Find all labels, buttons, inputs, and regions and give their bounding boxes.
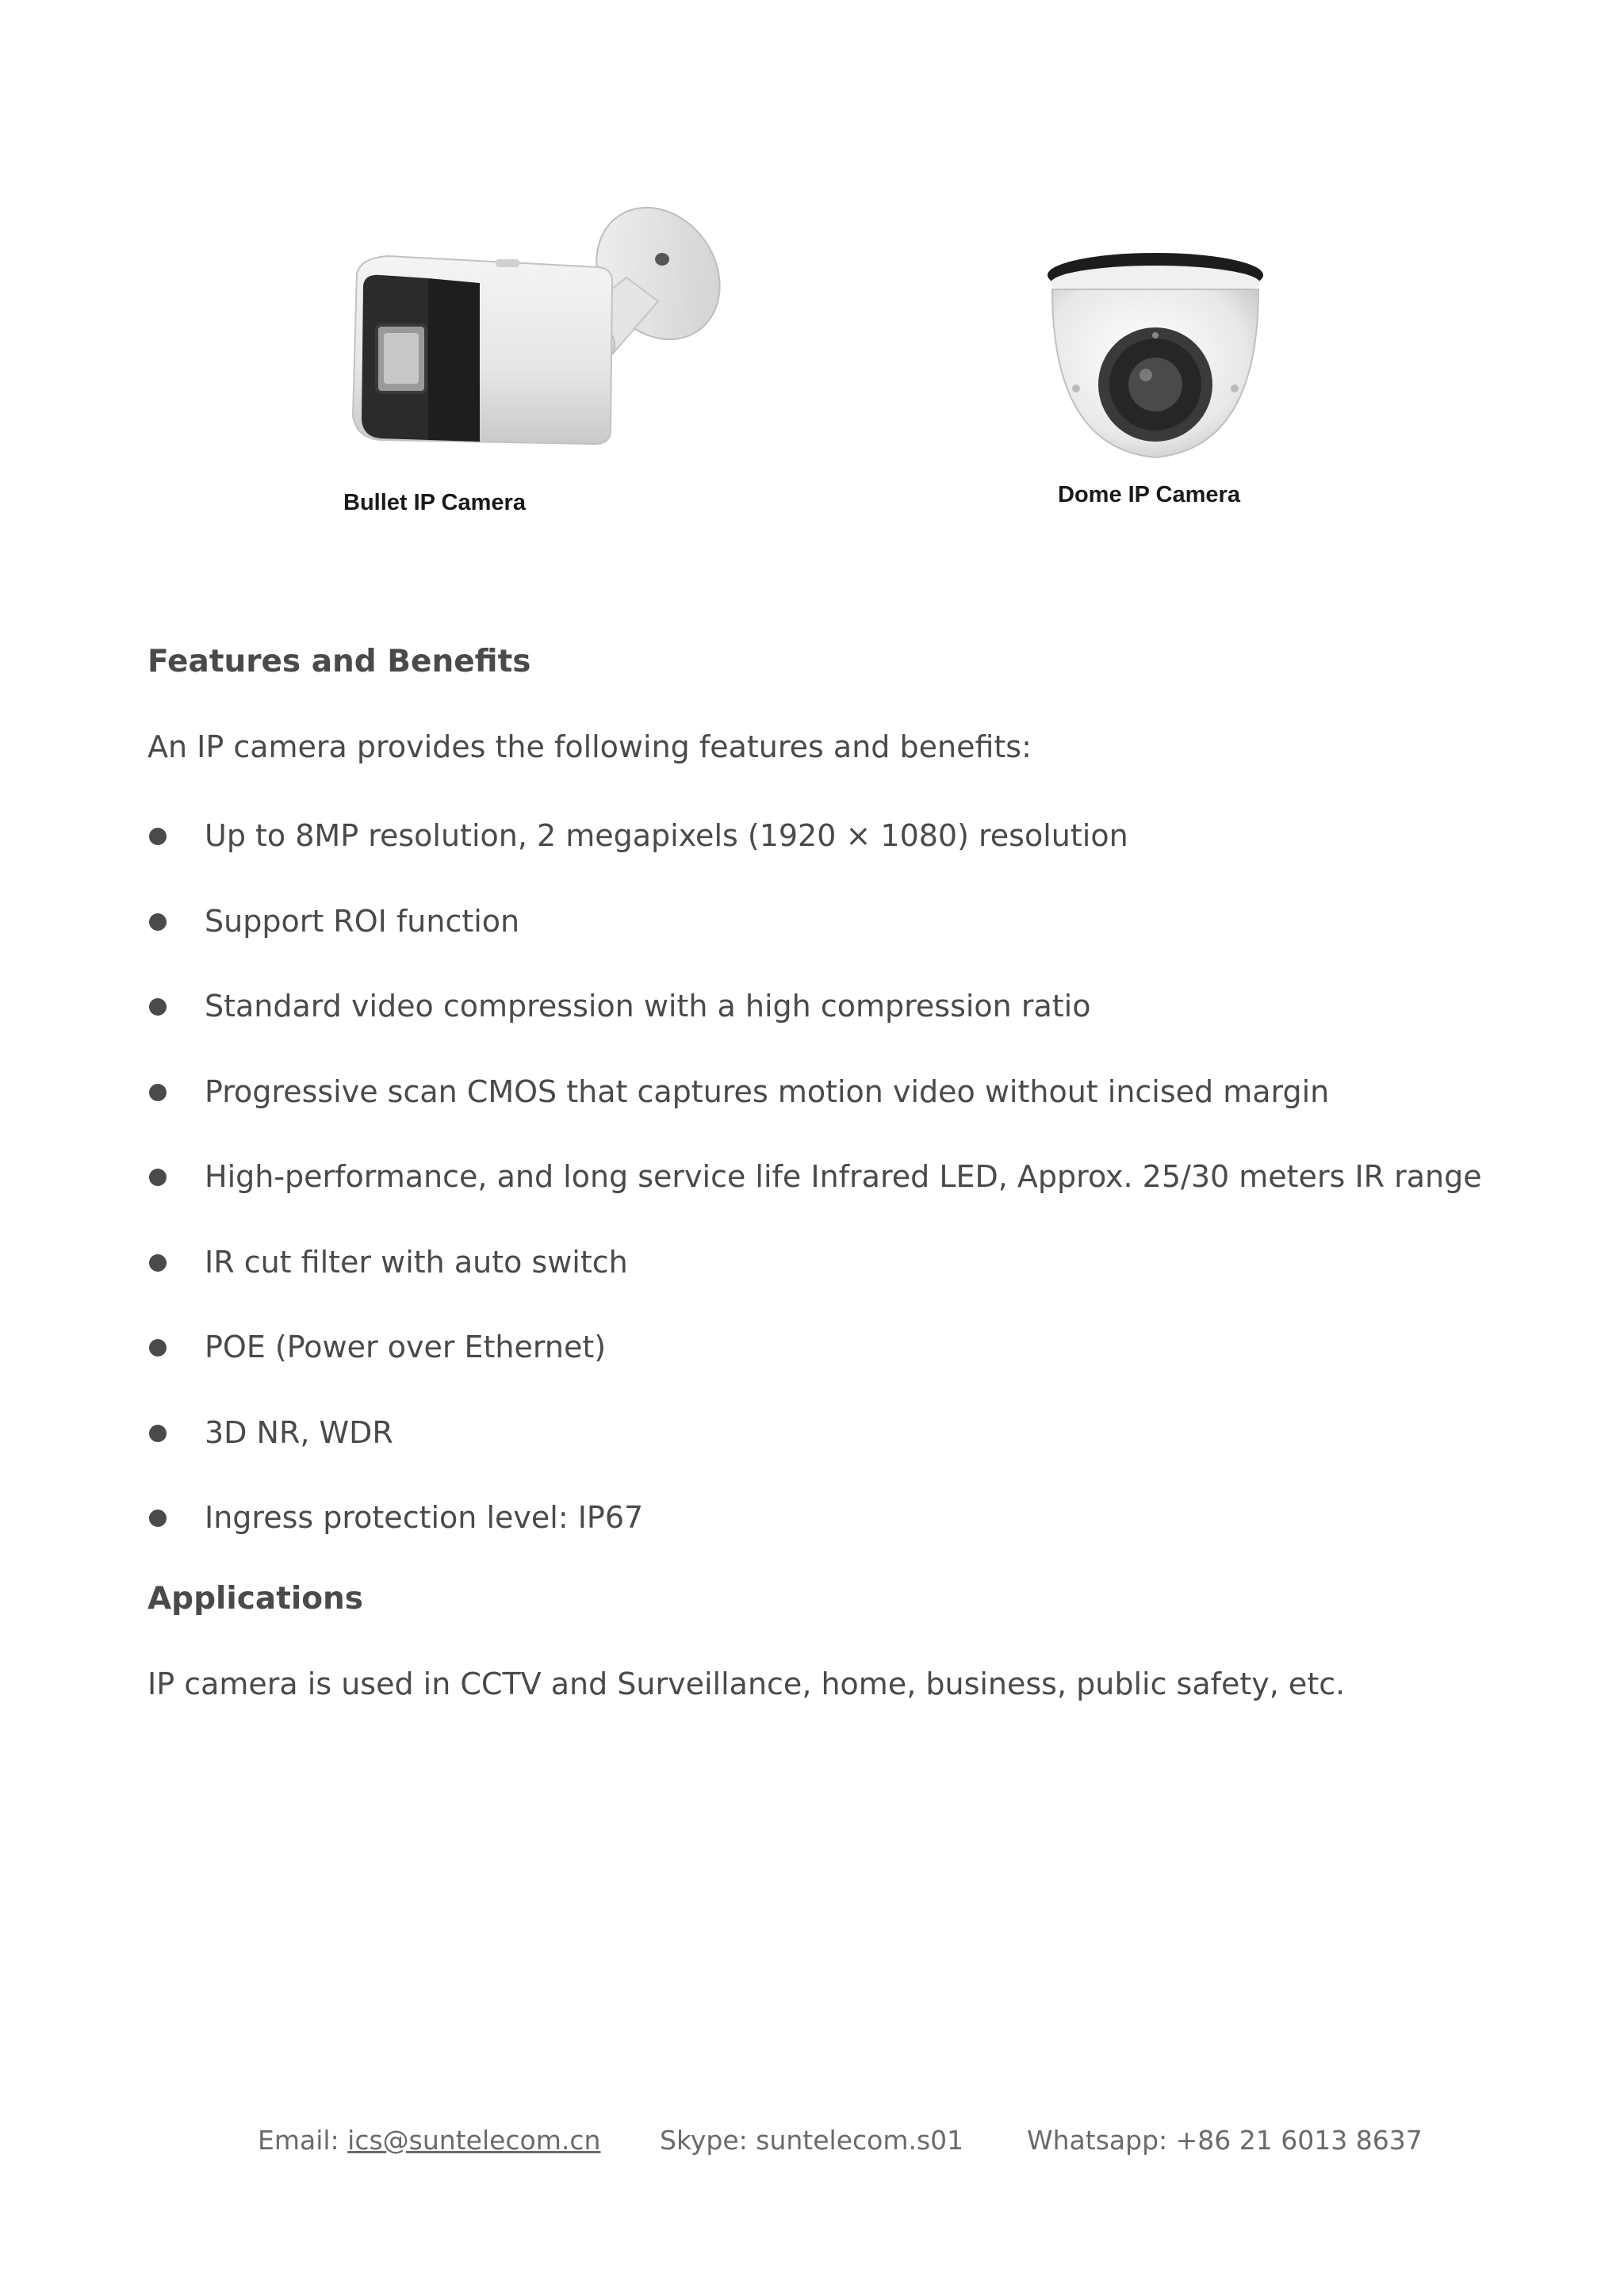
- bullet-dot-icon: [149, 828, 167, 845]
- dome-camera-icon: [1035, 250, 1273, 464]
- bullet-dot-icon: [149, 1169, 167, 1186]
- footer-email: [258, 2125, 600, 2156]
- applications-heading: Applications: [147, 1581, 363, 1617]
- dome-camera-caption: Dome IP Camera: [1058, 482, 1240, 507]
- features-heading: Features and Benefits: [147, 644, 531, 679]
- list-item-text: Support ROI function: [205, 903, 520, 939]
- email-link[interactable]: ics@suntelecom.cn: [347, 2125, 601, 2156]
- bullet-dot-icon: [149, 1425, 167, 1442]
- footer-skype: Skype: suntelecom.s01: [660, 2125, 964, 2156]
- bullet-dot-icon: [149, 1254, 167, 1272]
- list-item-text: IR cut filter with auto switch: [205, 1244, 628, 1280]
- dome-camera-figure: [1035, 250, 1273, 464]
- bullet-dot-icon: [149, 913, 167, 931]
- bullet-dot-icon: [149, 998, 167, 1016]
- footer-whatsapp: Whatsapp: +86 21 6013 8637: [1027, 2125, 1423, 2156]
- bullet-dot-icon: [149, 1510, 167, 1527]
- footer-email-label: Email:: [258, 2125, 348, 2156]
- features-intro: An IP camera provides the following features and benefits:: [147, 729, 1032, 764]
- list-item-text: Standard video compression with a high compression ratio: [205, 989, 1091, 1024]
- bullet-dot-icon: [149, 1084, 167, 1101]
- list-item-text: Ingress protection level: IP67: [205, 1500, 644, 1535]
- list-item-text: Progressive scan CMOS that captures motion video without incised margin: [205, 1073, 1330, 1109]
- bullet-camera-caption: Bullet IP Camera: [343, 490, 526, 515]
- applications-text: IP camera is used in CCTV and Surveillance, home, business, public safety, etc.: [147, 1667, 1346, 1701]
- list-item-text: High-performance, and long service life Infrared LED, Approx. 25/30 meters IR range: [205, 1159, 1482, 1194]
- list-item-text: POE (Power over Ethernet): [205, 1330, 607, 1364]
- bullet-dot-icon: [149, 1339, 167, 1357]
- bullet-camera-icon: [325, 202, 737, 456]
- list-item-text: Up to 8MP resolution, 2 megapixels (1920 × 1080) resolution: [205, 818, 1128, 853]
- list-item-text: 3D NR, WDR: [205, 1414, 393, 1450]
- bullet-camera-figure: [325, 202, 737, 456]
